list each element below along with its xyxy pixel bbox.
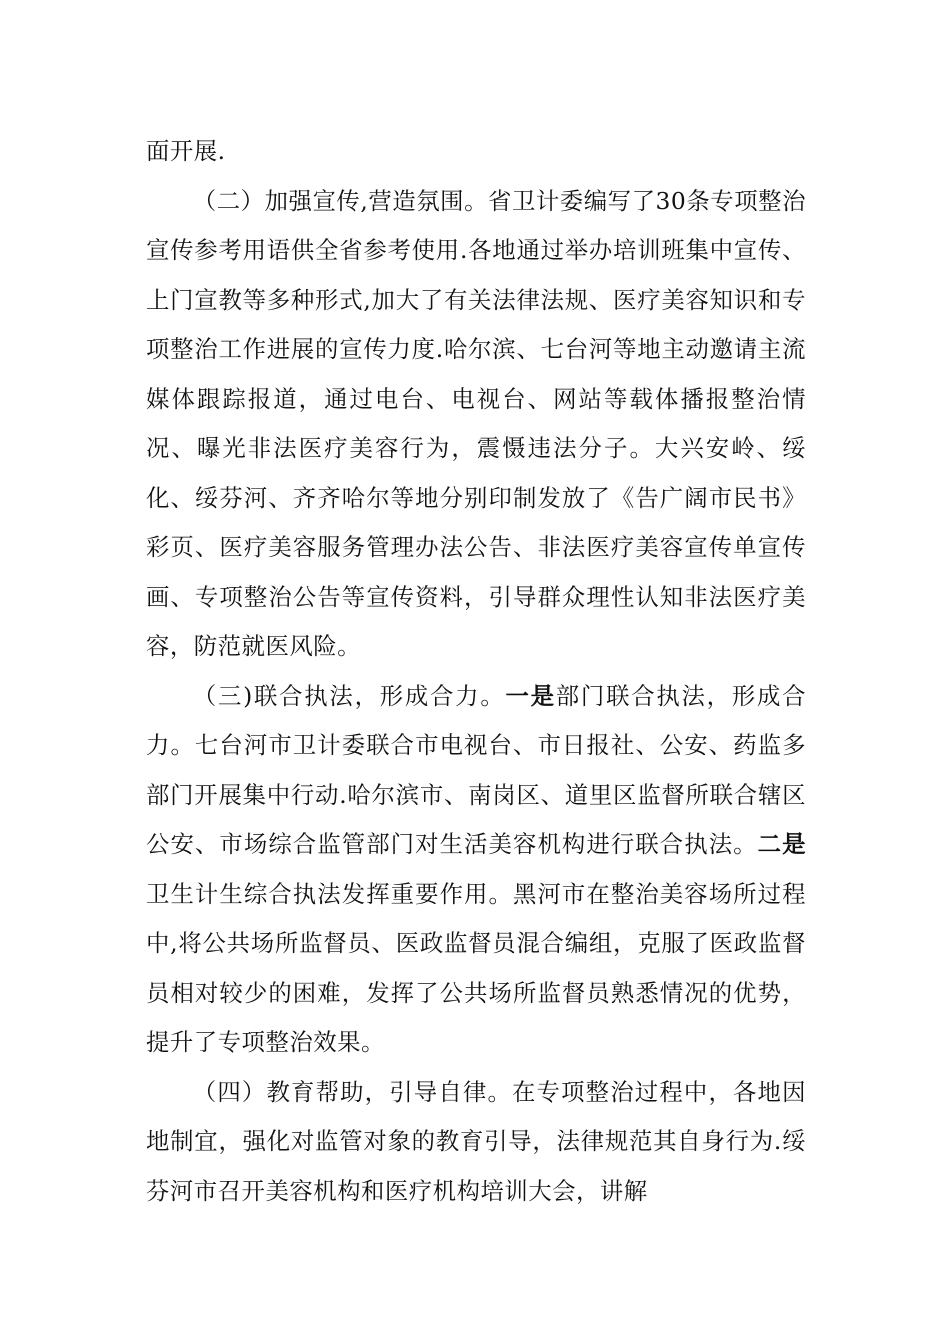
bold-second: 二是 bbox=[757, 830, 807, 858]
document-body bbox=[146, 127, 806, 1216]
paragraph-continuation: 面开展. bbox=[146, 137, 226, 165]
paragraph-text: 卫生计生综合执法发挥重要作用。黑河市在整治美容场所过程中,将公共场所监督员、医政监督员混合编组，克服了医政监督员相对较少的困难，发挥了公共场所监督员熟悉情况的优势，提升了专项整治效果。 bbox=[146, 879, 806, 1056]
paragraph-text: 部门联合执法，形成合力。七台河市卫计委联合市电视台、市日报社、公安、药监多部门开展集中行动.哈尔滨市、南岗区、道里区监督所联合辖区公安、市场综合监管部门对生活美容机构进行联合执法。 bbox=[146, 681, 807, 858]
paragraph-publicity: （二）加强宣传,营造氛围。省卫计委编写了30条专项整治宣传参考用语供全省参考使用.各地通过举办培训班集中宣传、上门宣教等多种形式,加大了有关法律法规、医疗美容知识和专项整治工作进展的宣传力度.哈尔滨、七台河等地主动邀请主流媒体跟踪报道，通过电台、电视台、网站等载体播报整治情况、曝光非法医疗美容行为，震慑违法分子。大兴安岭、绥化、绥芬河、齐齐哈尔等地分别印制发放了《告广阔市民书》彩页、医疗美容服务管理办法公告、非法医疗美容宣传单宣传画、专项整治公告等宣传资料，引导群众理性认知非法医疗美容，防范就医风险。 bbox=[146, 186, 806, 660]
section-heading-3: （三)联合执法，形成合力。 bbox=[192, 681, 506, 710]
paragraph-joint-enforcement bbox=[146, 672, 806, 1068]
bold-first: 一是 bbox=[505, 681, 556, 710]
paragraph-education: （四）教育帮助，引导自律。在专项整治过程中，各地因地制宜，强化对监管对象的教育引导，法律规范其自身行为.绥芬河市召开美容机构和医疗机构培训大会，讲解 bbox=[146, 1077, 806, 1205]
